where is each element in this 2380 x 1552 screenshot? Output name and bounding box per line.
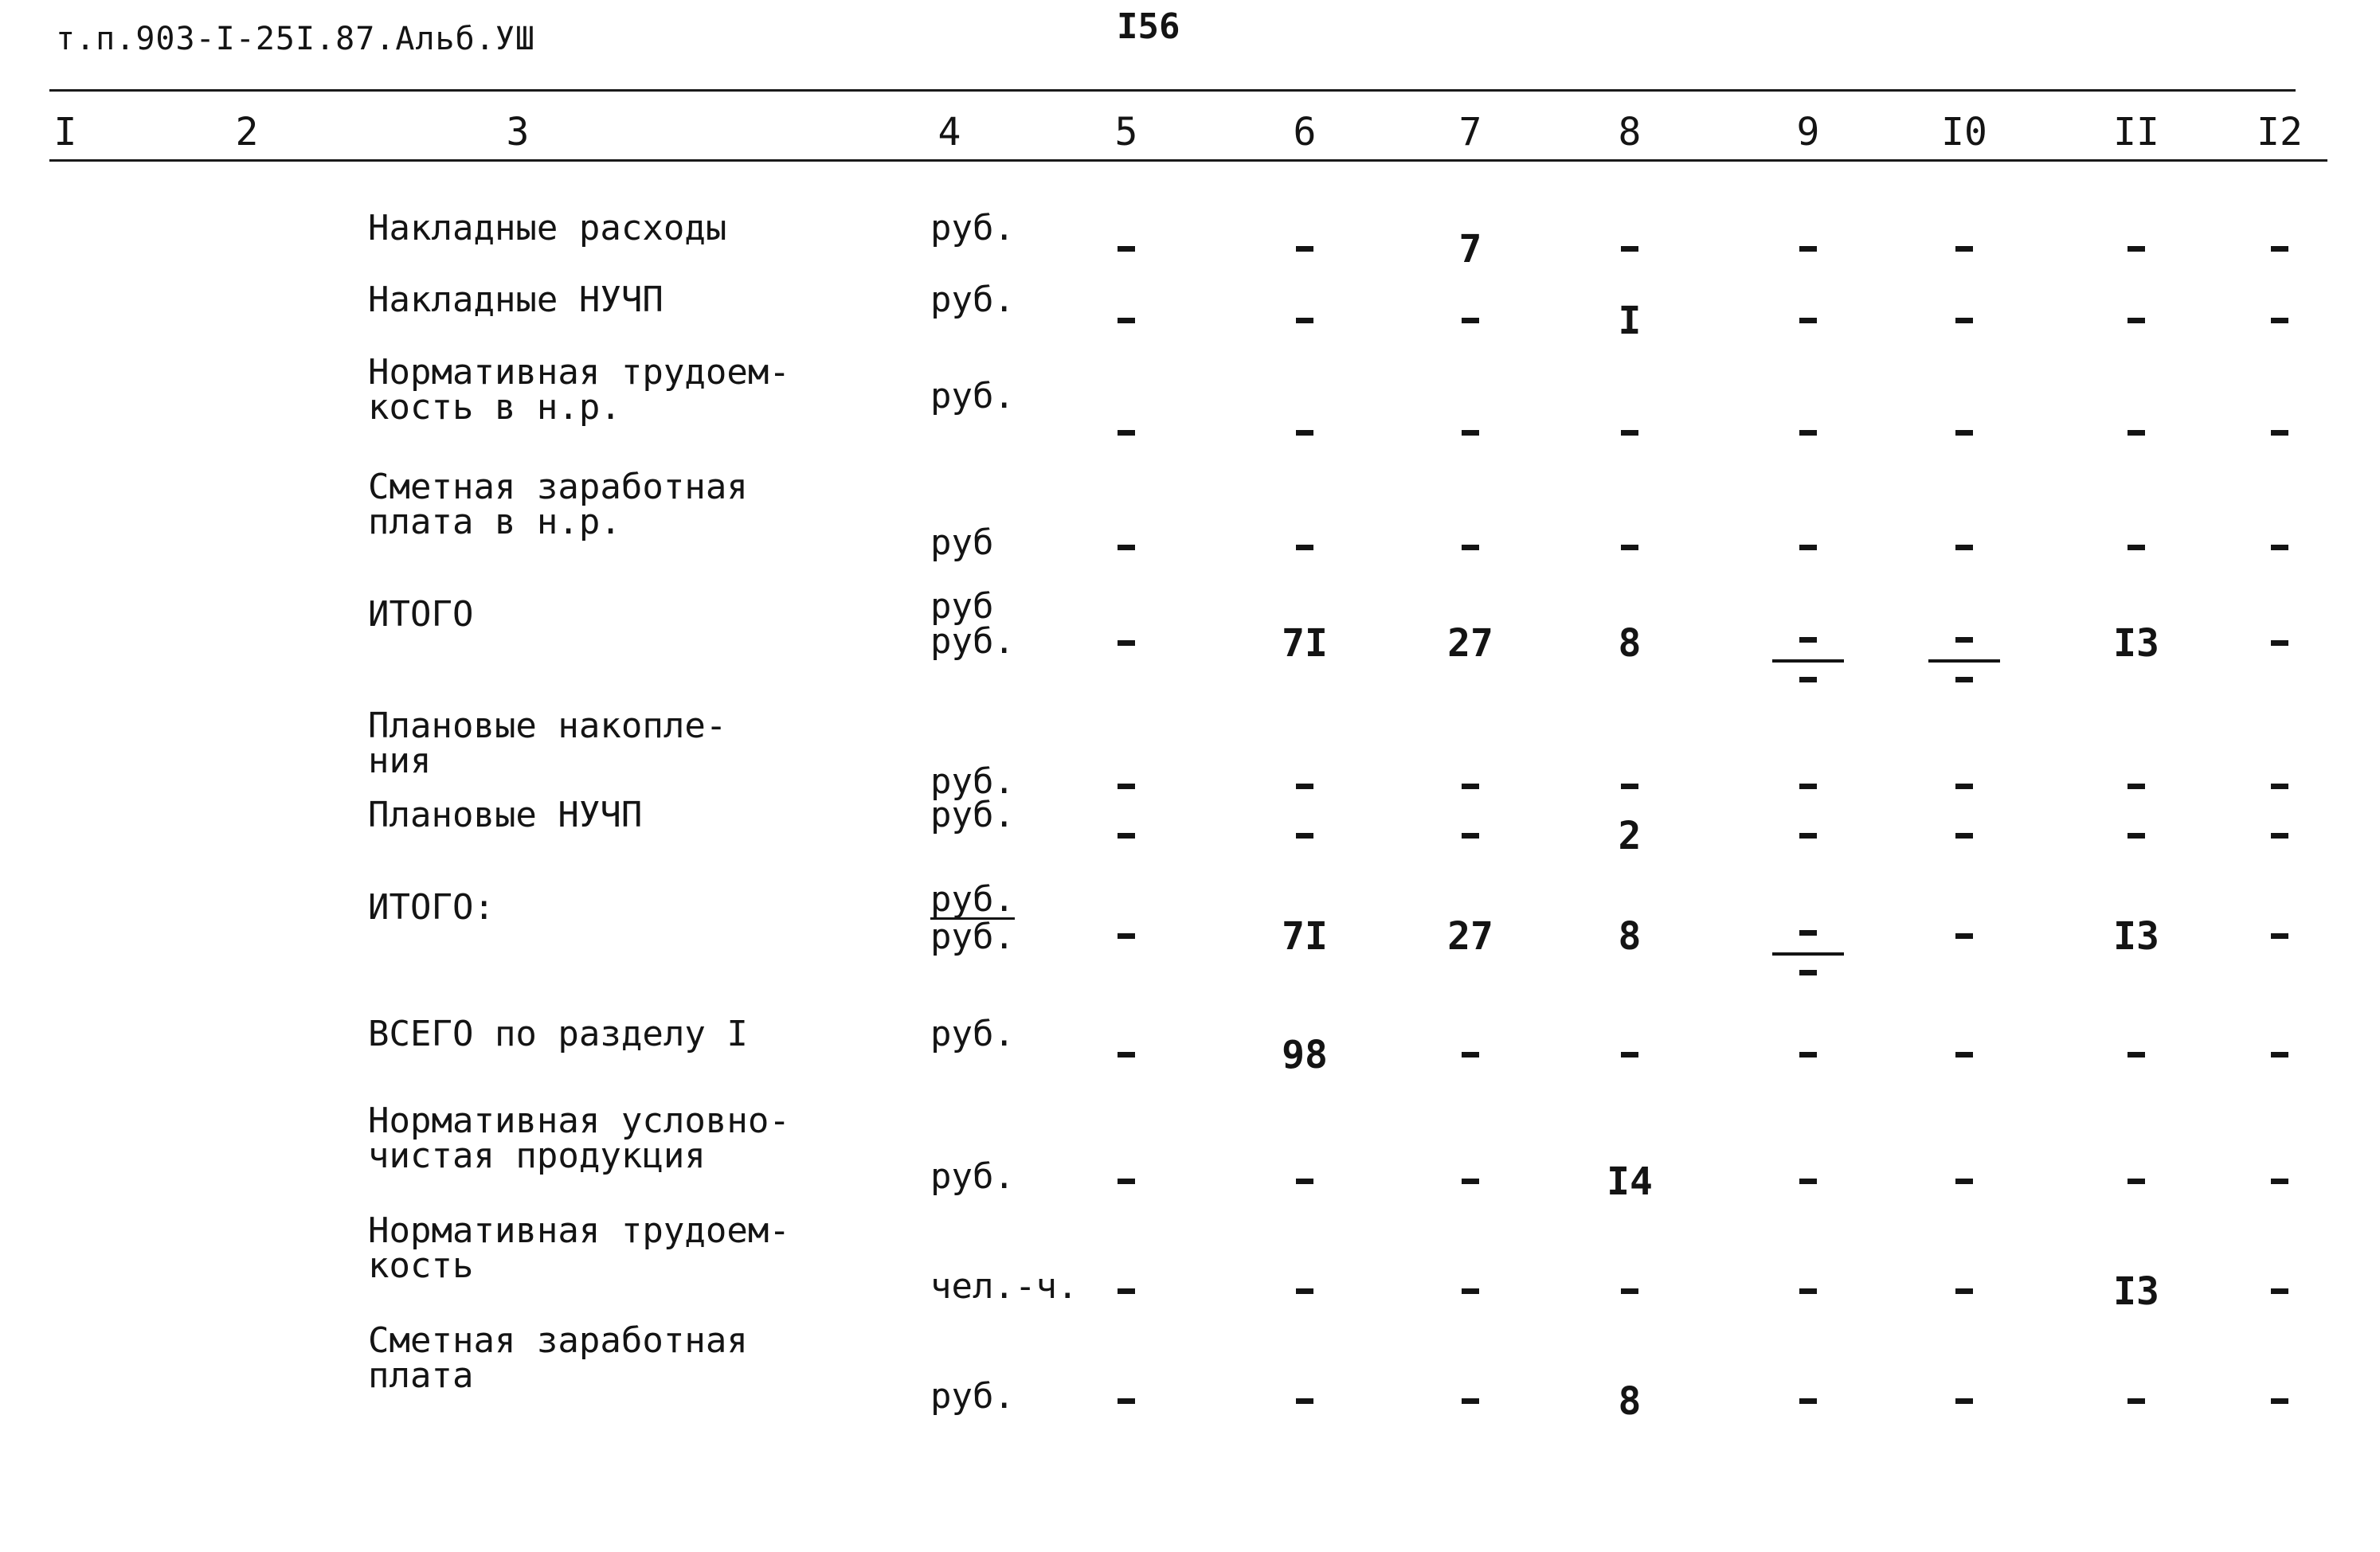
dash-mark bbox=[1118, 545, 1135, 550]
row-label-line: ВСЕГО по разделу I bbox=[368, 1014, 748, 1054]
dash-mark bbox=[2128, 318, 2145, 323]
row-label-line: ния bbox=[368, 741, 432, 781]
dash-mark bbox=[1621, 246, 1638, 252]
dash-mark bbox=[2271, 545, 2288, 550]
dash-mark bbox=[1296, 430, 1313, 436]
column-number: 8 bbox=[1618, 110, 1642, 154]
dash-mark bbox=[1955, 784, 1973, 789]
value-cell: I bbox=[1618, 299, 1642, 343]
dash-mark bbox=[1118, 246, 1135, 252]
dash-mark bbox=[1955, 1052, 1973, 1057]
dash-mark bbox=[1621, 1052, 1638, 1057]
row-label bbox=[368, 467, 748, 542]
dash-mark bbox=[1296, 833, 1313, 839]
value-cell: 7I bbox=[1282, 621, 1328, 666]
dash-mark bbox=[2128, 430, 2145, 436]
value-cell: 2 bbox=[1618, 814, 1642, 858]
dash-mark bbox=[1296, 545, 1313, 550]
dash-mark bbox=[1462, 318, 1479, 323]
page-number: I56 bbox=[1117, 6, 1180, 47]
dash-mark bbox=[1118, 1179, 1135, 1184]
dash-mark bbox=[1799, 784, 1817, 789]
dash-mark bbox=[2128, 1052, 2145, 1057]
column-number: 6 bbox=[1293, 110, 1317, 154]
header-top-rule bbox=[49, 89, 2296, 92]
row-label bbox=[368, 208, 727, 248]
dash-mark bbox=[2271, 933, 2288, 939]
row-unit: руб. bbox=[930, 795, 1015, 835]
row-unit-top: руб bbox=[930, 586, 994, 627]
dash-mark bbox=[2128, 545, 2145, 550]
column-number: 4 bbox=[938, 110, 961, 154]
dash-mark bbox=[1296, 318, 1313, 323]
row-label-line: Плановые НУЧП bbox=[368, 795, 643, 835]
row-unit: руб. bbox=[930, 1376, 1015, 1417]
dash-mark bbox=[1799, 246, 1817, 252]
row-unit: руб. bbox=[930, 376, 1015, 416]
dash-mark bbox=[1118, 318, 1135, 323]
value-cell: I3 bbox=[2113, 914, 2159, 959]
fraction-dash-mark bbox=[1772, 637, 1844, 693]
row-unit-bottom: руб. bbox=[930, 917, 1015, 957]
dash-mark bbox=[1955, 318, 1973, 323]
dash-mark bbox=[1462, 1288, 1479, 1294]
dash-mark bbox=[2271, 1052, 2288, 1057]
value-cell: 8 bbox=[1618, 621, 1642, 666]
dash-mark bbox=[1799, 545, 1817, 550]
row-label-line: плата в н.р. bbox=[368, 502, 621, 542]
row-unit bbox=[930, 879, 1015, 957]
dash-mark bbox=[1955, 1288, 1973, 1294]
dash-mark bbox=[1462, 833, 1479, 839]
value-cell: I3 bbox=[2113, 1269, 2159, 1314]
fraction-dash-mark bbox=[1772, 930, 1844, 986]
column-number: 7 bbox=[1458, 110, 1482, 154]
value-cell: 7I bbox=[1282, 914, 1328, 959]
row-label-line: Нормативная трудоем- bbox=[368, 1210, 790, 1251]
dash-mark bbox=[1296, 1398, 1313, 1404]
row-label-line: ИТОГО: bbox=[368, 887, 495, 928]
dash-mark bbox=[1118, 1288, 1135, 1294]
dash-mark bbox=[1296, 1179, 1313, 1184]
row-label-line: Нормативная условно- bbox=[368, 1100, 790, 1141]
column-number: 5 bbox=[1114, 110, 1138, 154]
row-label-line: Накладные расходы bbox=[368, 208, 727, 248]
dash-mark bbox=[1621, 784, 1638, 789]
row-label-line: кость bbox=[368, 1245, 474, 1286]
row-label bbox=[368, 795, 643, 835]
dash-mark bbox=[2128, 784, 2145, 789]
value-cell: 98 bbox=[1282, 1033, 1328, 1077]
dash-mark bbox=[1955, 933, 1973, 939]
row-unit: руб. bbox=[930, 1156, 1015, 1197]
dash-mark bbox=[1118, 640, 1135, 646]
row-label-line: Накладные НУЧП bbox=[368, 280, 664, 320]
dash-mark bbox=[1955, 1398, 1973, 1404]
row-label-line: ИТОГО bbox=[368, 594, 474, 635]
dash-mark bbox=[2271, 640, 2288, 646]
header-bottom-rule bbox=[49, 159, 2327, 162]
value-cell: 8 bbox=[1618, 914, 1642, 959]
dash-mark bbox=[2128, 833, 2145, 839]
row-unit: руб. bbox=[930, 1014, 1015, 1054]
dash-mark bbox=[2128, 246, 2145, 252]
dash-mark bbox=[1799, 318, 1817, 323]
dash-mark bbox=[1462, 545, 1479, 550]
dash-mark bbox=[1118, 833, 1135, 839]
column-number: 3 bbox=[506, 110, 530, 154]
dash-mark bbox=[1118, 430, 1135, 436]
row-label bbox=[368, 1014, 748, 1054]
row-label bbox=[368, 706, 727, 781]
row-unit: руб. bbox=[930, 761, 1015, 802]
dash-mark bbox=[1118, 1398, 1135, 1404]
dash-mark bbox=[2271, 1179, 2288, 1184]
dash-mark bbox=[1799, 833, 1817, 839]
dash-mark bbox=[1799, 1052, 1817, 1057]
dash-mark bbox=[1462, 1052, 1479, 1057]
row-label-line: плата bbox=[368, 1355, 474, 1396]
value-cell: 8 bbox=[1618, 1379, 1642, 1424]
column-number: I2 bbox=[2257, 110, 2303, 154]
dash-mark bbox=[1296, 246, 1313, 252]
row-label-line: Нормативная трудоем- bbox=[368, 352, 790, 393]
dash-mark bbox=[1118, 933, 1135, 939]
row-label bbox=[368, 280, 664, 320]
dash-mark bbox=[1462, 1179, 1479, 1184]
row-label bbox=[368, 352, 790, 428]
dash-mark bbox=[1462, 430, 1479, 436]
row-label-line: Сметная заработная bbox=[368, 467, 748, 507]
dash-mark bbox=[2271, 1398, 2288, 1404]
row-label bbox=[368, 594, 474, 635]
dash-mark bbox=[1799, 1179, 1817, 1184]
dash-mark bbox=[1955, 430, 1973, 436]
dash-mark bbox=[2271, 318, 2288, 323]
column-number: 9 bbox=[1796, 110, 1820, 154]
value-cell: 7 bbox=[1458, 227, 1482, 272]
dash-mark bbox=[1621, 430, 1638, 436]
dash-mark bbox=[1799, 1288, 1817, 1294]
row-unit: руб. bbox=[930, 280, 1015, 320]
dash-mark bbox=[2271, 1288, 2288, 1294]
column-number: I bbox=[53, 110, 77, 154]
dash-mark bbox=[2128, 1398, 2145, 1404]
dash-mark bbox=[1118, 784, 1135, 789]
dash-mark bbox=[2271, 246, 2288, 252]
dash-mark bbox=[2271, 784, 2288, 789]
row-label-line: Плановые накопле- bbox=[368, 706, 727, 746]
value-cell: I4 bbox=[1607, 1159, 1653, 1204]
value-cell: 27 bbox=[1447, 914, 1493, 959]
dash-mark bbox=[1955, 833, 1973, 839]
dash-mark bbox=[1955, 545, 1973, 550]
dash-mark bbox=[2271, 430, 2288, 436]
dash-mark bbox=[1799, 430, 1817, 436]
value-cell: 27 bbox=[1447, 621, 1493, 666]
value-cell: I3 bbox=[2113, 621, 2159, 666]
dash-mark bbox=[1799, 1398, 1817, 1404]
column-number: 2 bbox=[235, 110, 259, 154]
dash-mark bbox=[1621, 1288, 1638, 1294]
dash-mark bbox=[1462, 1398, 1479, 1404]
column-number: I0 bbox=[1941, 110, 1987, 154]
row-label-line: Сметная заработная bbox=[368, 1320, 748, 1361]
column-number: II bbox=[2113, 110, 2159, 154]
row-unit: руб bbox=[930, 522, 994, 563]
dash-mark bbox=[1955, 1179, 1973, 1184]
row-unit: руб. bbox=[930, 208, 1015, 248]
dash-mark bbox=[1118, 1052, 1135, 1057]
fraction-dash-mark bbox=[1928, 637, 2000, 693]
dash-mark bbox=[1955, 246, 1973, 252]
dash-mark bbox=[1296, 1288, 1313, 1294]
row-label bbox=[368, 1100, 790, 1176]
row-unit bbox=[930, 586, 1015, 662]
row-unit-top: руб. bbox=[930, 879, 1015, 920]
row-label bbox=[368, 1210, 790, 1286]
dash-mark bbox=[1621, 545, 1638, 550]
document-code: т.п.903-I-25I.87.Альб.УШ bbox=[56, 21, 535, 57]
dash-mark bbox=[1462, 784, 1479, 789]
row-label-line: кость в н.р. bbox=[368, 387, 621, 428]
row-unit: чел.-ч. bbox=[930, 1266, 1078, 1307]
row-unit-bottom: руб. bbox=[930, 621, 1015, 662]
row-label bbox=[368, 887, 495, 928]
dash-mark bbox=[2271, 833, 2288, 839]
row-label-line: чистая продукция bbox=[368, 1136, 706, 1176]
row-label bbox=[368, 1320, 748, 1396]
dash-mark bbox=[2128, 1179, 2145, 1184]
dash-mark bbox=[1296, 784, 1313, 789]
